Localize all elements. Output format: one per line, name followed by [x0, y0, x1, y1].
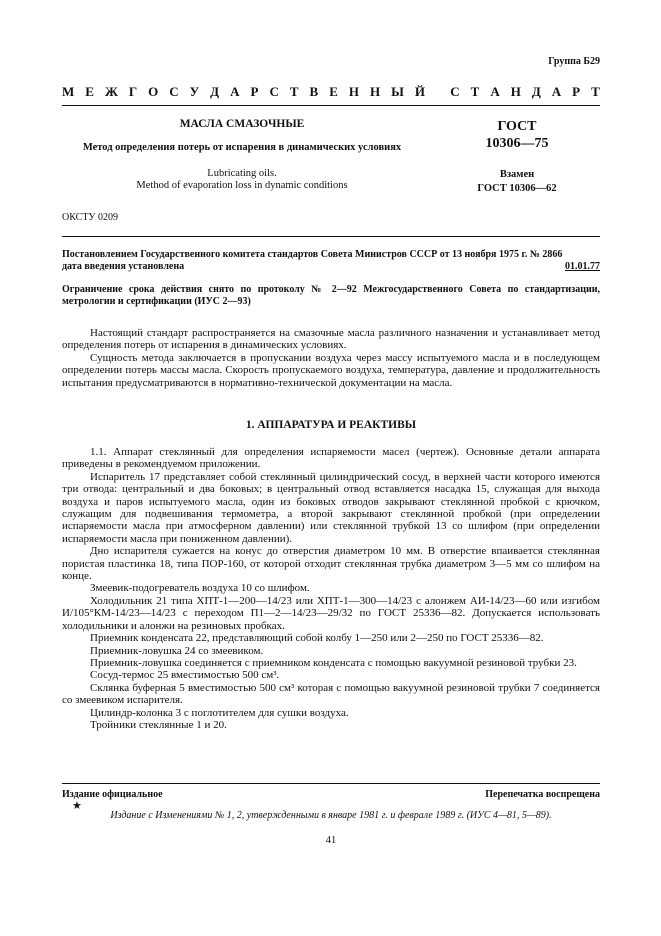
gost-number: 10306—75: [485, 136, 549, 151]
interstate-letter: С: [450, 84, 460, 99]
intro-paragraph-1: Настоящий стандарт распространяется на смазочные масла различного назначения и устанавливает метод определения потерь от испарения в динамических условиях.: [62, 327, 600, 352]
interstate-letter: Е: [85, 84, 94, 99]
interstate-letter: У: [189, 84, 200, 99]
title-method: Метод определения потерь от испарения в динамических условиях: [82, 142, 402, 153]
interstate-letter: Т: [470, 84, 480, 99]
intro-text: [62, 327, 600, 389]
okstu-code: ОКСТУ 0209: [62, 212, 119, 223]
interstate-letter: С: [169, 84, 179, 99]
interstate-letter: Г: [128, 84, 138, 99]
paragraph-receiver: Приемник конденсата 22, представляющий собой колбу 1—250 или 2—250 по ГОСТ 25336—82.: [90, 632, 544, 645]
replaced-number: ГОСТ 10306—62: [477, 183, 557, 194]
paragraph-thermos: Сосуд-термос 25 вместимостью 500 см³.: [90, 669, 280, 682]
interstate-letter: Е: [329, 84, 338, 99]
paragraph-coil: Змеевик-подогреватель воздуха 10 со шлифом.: [90, 582, 310, 595]
replaced-label: Взамен: [499, 169, 535, 180]
okstu-rule: [62, 236, 600, 237]
interstate-letter: Н: [369, 84, 381, 99]
decree-line1: Постановлением Государственного комитета стандартов Совета Министров СССР от 13 ноября 1975 г. № 2866: [62, 249, 563, 260]
paragraph-column: Цилиндр-колонка 3 с поглотителем для сушки воздуха.: [90, 706, 349, 719]
paragraph-fridge: Холодильник 21 типа ХПТ-1—200—14/23 или ХПТ-1—300—14/23 с алонжем АИ-14/23—60 или изгибом И/105°КМ-14/23—14/23 с переходом П1—2—14/23—29/32 по ГОСТ 25336—82. Допускается использовать холодильники и алонжи на резиновых пробках.: [62, 594, 600, 632]
group-code: Группа Б29: [548, 56, 600, 67]
interstate-letter: Ы: [391, 84, 404, 99]
interstate-letter: [436, 84, 439, 100]
interstate-letter: Д: [531, 84, 541, 99]
header-rule: [62, 105, 600, 106]
section-text: [62, 446, 600, 731]
gost-label: ГОСТ: [497, 119, 537, 134]
interstate-letter: Т: [591, 84, 600, 99]
document-page: [62, 0, 600, 936]
interstate-letter: Р: [572, 84, 581, 99]
intro-paragraph-2: Сущность метода заключается в пропускании воздуха через массу испытуемого масла и в последующем определении потерь массы масла. Скорость пропускаемого воздуха, температура, давление и продолжительность испытания предусматриваются в нормативно-технической документации на масла.: [62, 351, 600, 389]
interstate-letter: В: [309, 84, 319, 99]
paragraph-evaporator: Испаритель 17 представляет собой стеклянный цилиндрический сосуд, в верхней части которого имеются три отвода: центральный и два боковых; в центральный отвод вставляется насадка 15, служащая для выхода воздуха и паров испытуемого масла, один из боковых отводов закрывают стеклянной пробкой с крючком, служащим для подвешивания термометра, а второй закрывают стеклянной пробкой (при определении испаряемости масла при атмосферном давлении) или стеклянной трубкой 13 со шлифом (при определении испаряемости масла при пониженном давлении).: [62, 470, 600, 545]
paragraph-trap-connection: Приемник-ловушка соединяется с приемником конденсата с помощью вакуумной резиновой трубки 23.: [90, 656, 577, 669]
interstate-letter: Н: [510, 84, 521, 99]
interstate-letter: Ж: [104, 84, 118, 99]
interstate-letter: А: [490, 84, 500, 99]
interstate-letter: М: [62, 84, 75, 99]
decree-block: [62, 249, 600, 272]
title-en-1: Lubricating oils.: [207, 168, 277, 179]
interstate-letter: О: [148, 84, 159, 99]
title-main: МАСЛА СМАЗОЧНЫЕ: [179, 118, 305, 130]
changes-note: Издание с Изменениями № 1, 2, утвержденными в январе 1981 г. и феврале 1989 г. (ИУС 4—81, 5—89).: [110, 810, 552, 821]
interstate-letter: Д: [210, 84, 220, 99]
decree-line2: дата введения установлена: [62, 260, 185, 272]
interstate-letter: С: [269, 84, 279, 99]
interstate-letter: А: [551, 84, 562, 99]
interstate-letter: Т: [289, 84, 299, 99]
interstate-letter: Й: [414, 84, 425, 99]
limit-note: Ограничение срока действия снято по протоколу № 2—92 Межгосударственного Совета по стандартизации, метрологии и сертификации (ИУС 2—93): [62, 284, 600, 307]
footer-rule: [62, 783, 600, 784]
gost-block: [434, 118, 600, 196]
footer-official: Издание официальное: [62, 789, 163, 800]
page-number: 41: [325, 835, 337, 846]
paragraph-tees: Тройники стеклянные 1 и 20.: [90, 718, 227, 731]
star-icon: ★: [72, 800, 82, 812]
paragraph-trap: Приемник-ловушка 24 со змеевиком.: [90, 644, 264, 657]
paragraph-bottom: Дно испарителя сужается на конус до отверстия диаметром 10 мм. В отверстие впаивается стеклянная пористая пластинка 18, типа ПОР-160, от которой отходит стеклянная трубка диаметром 3—5 мм со шлифом на конце.: [62, 545, 600, 583]
interstate-standard-heading: [62, 84, 600, 100]
paragraph-buffer: Склянка буферная 5 вместимостью 500 см³ которая с помощью вакуумной резиновой трубки 7 соединяется со змеевиком испарителя.: [62, 681, 600, 707]
section-title: 1. АППАРАТУРА И РЕАКТИВЫ: [245, 419, 417, 431]
decree-date: 01.01.77: [565, 260, 600, 272]
title-en-2: Method of evaporation loss in dynamic conditions: [136, 180, 348, 191]
interstate-letter: Н: [348, 84, 359, 99]
interstate-letter: А: [230, 84, 240, 99]
interstate-letter: Р: [250, 84, 259, 99]
paragraph-1-1: 1.1. Аппарат стеклянный для определения испаряемости масел (чертеж). Основные детали аппарата приведены в рекомендуемом приложении.: [62, 446, 600, 471]
footer-reprint: Перепечатка воспрещена: [485, 789, 600, 800]
title-block: [62, 118, 422, 192]
